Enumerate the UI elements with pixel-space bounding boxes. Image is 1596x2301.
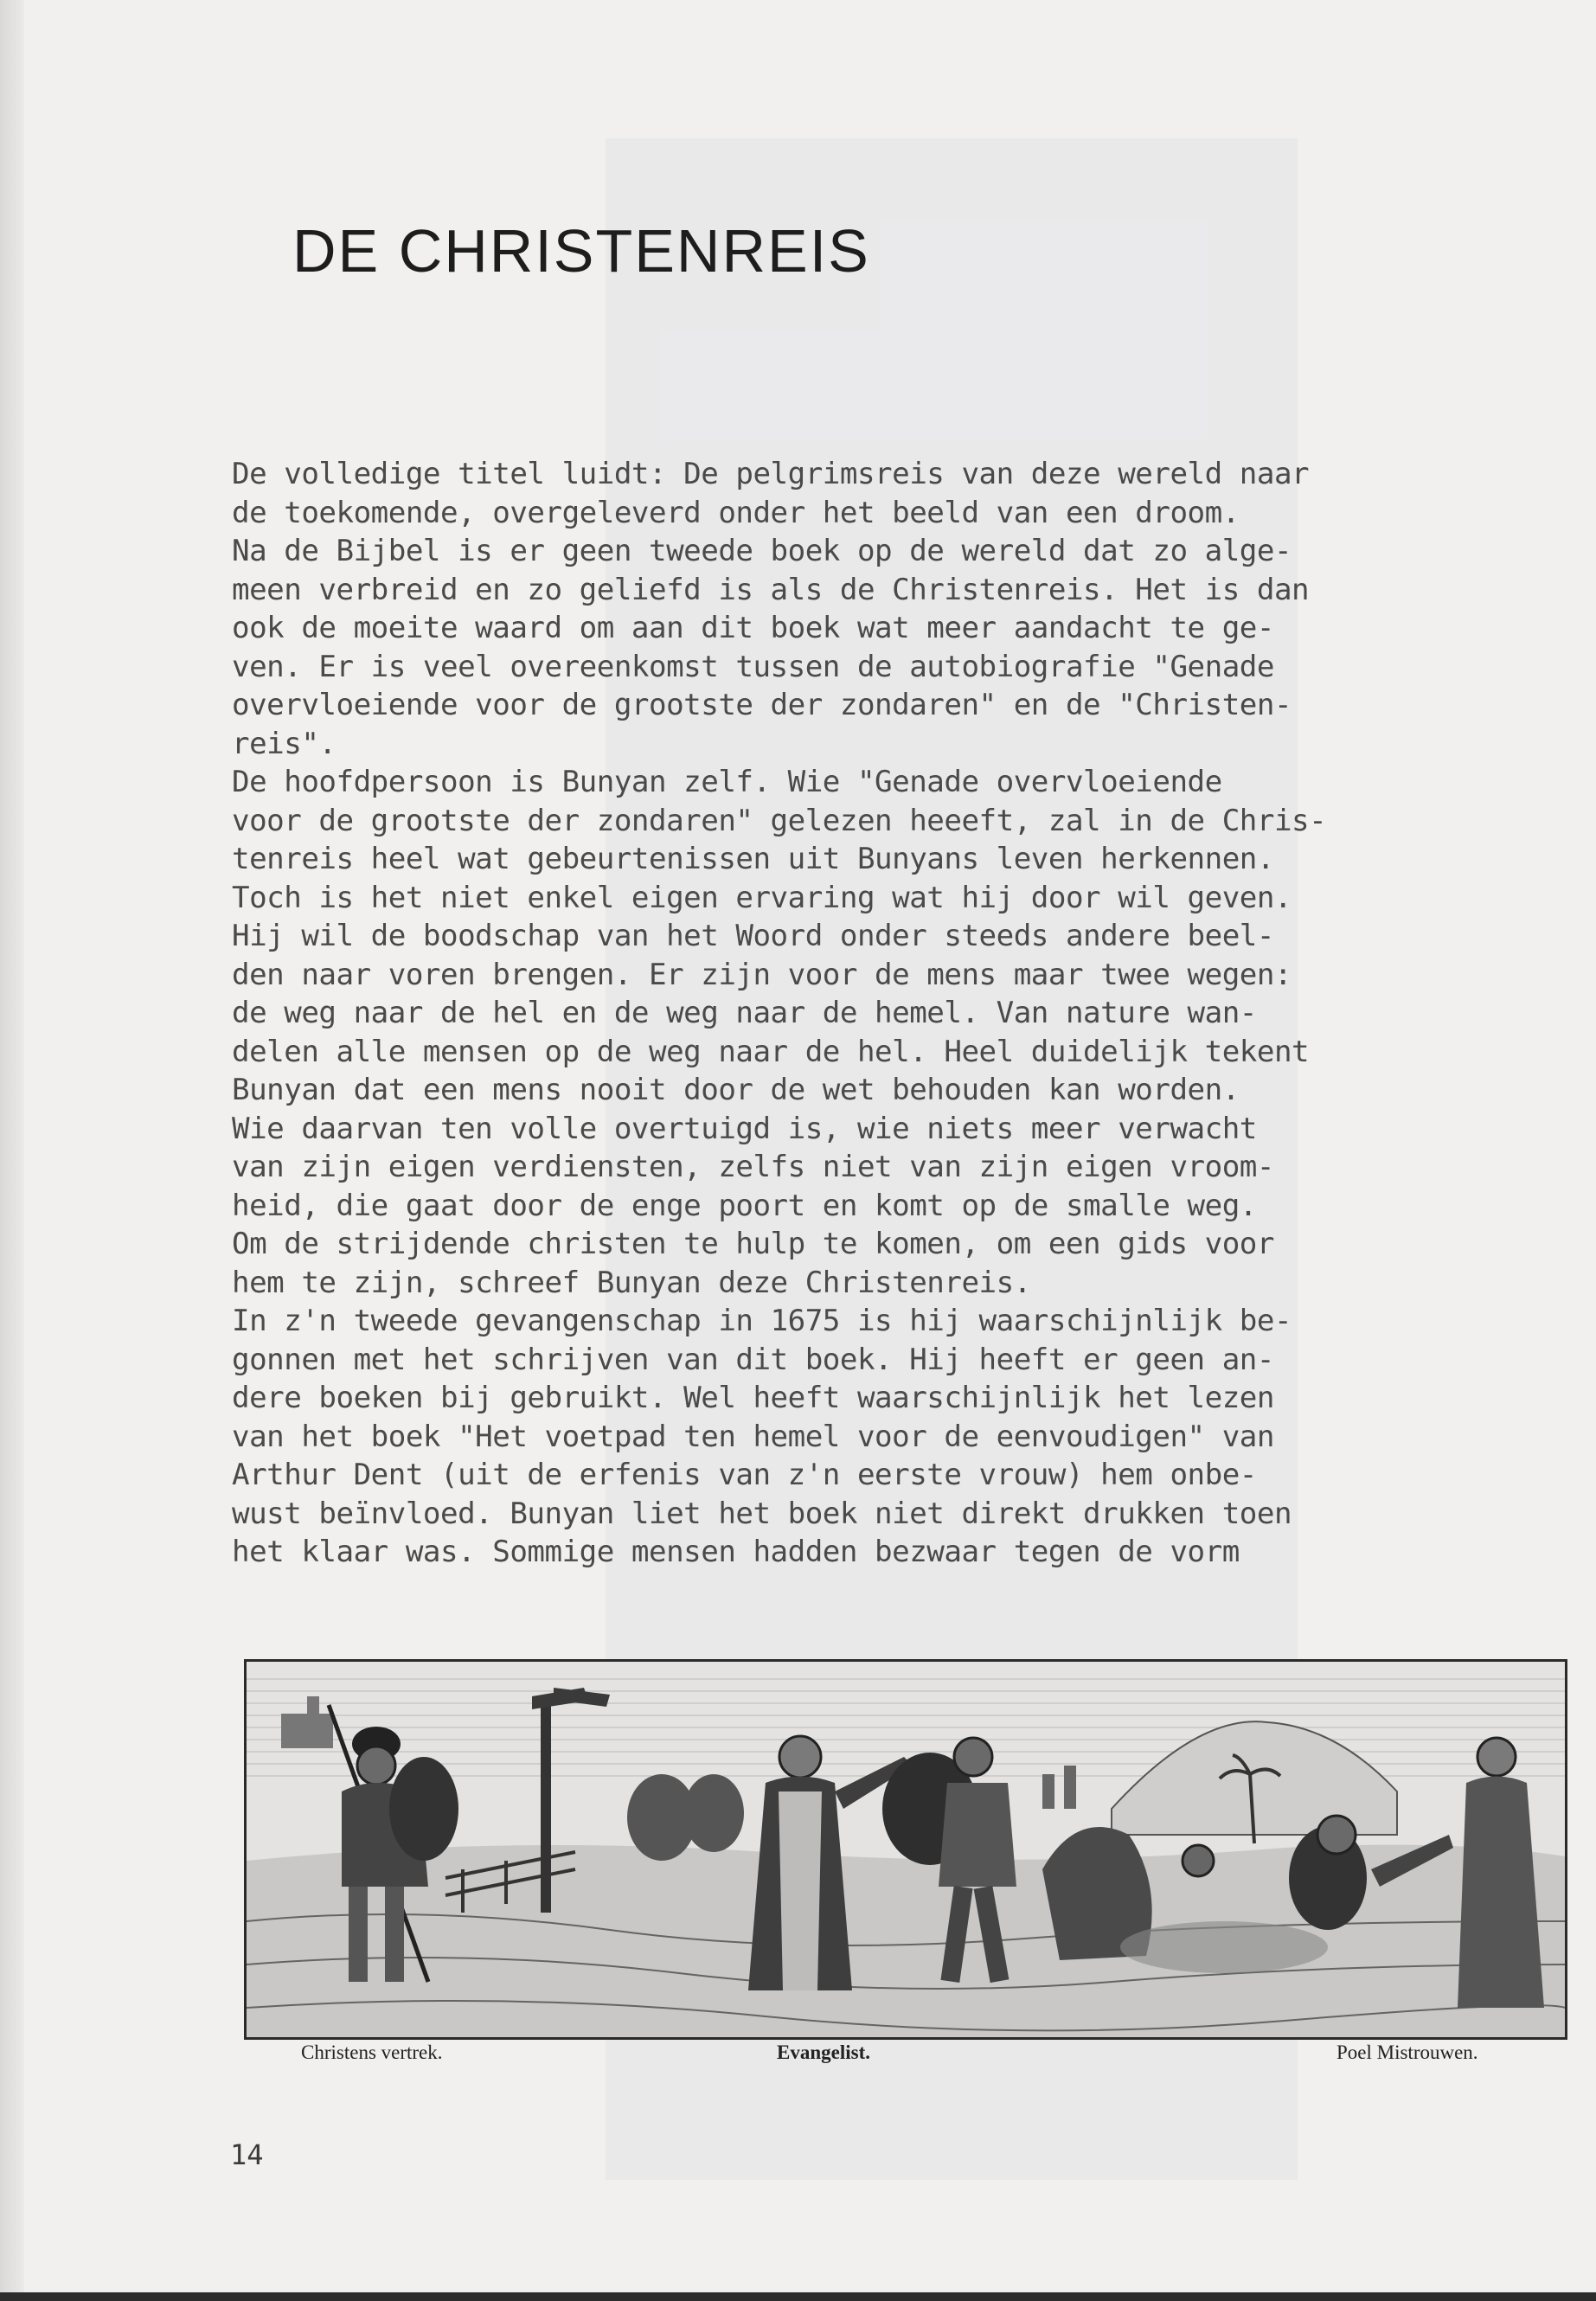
caption-evangelist: Evangelist. (777, 2041, 870, 2063)
body-line: De hoofdpersoon is Bunyan zelf. Wie "Genade overvloeiende (232, 765, 1222, 799)
body-line: den naar voren brengen. Er zijn voor de mens maar twee wegen: (232, 957, 1292, 992)
body-line: Na de Bijbel is er geen tweede boek op de wereld dat zo alge- (232, 534, 1292, 568)
body-line: het klaar was. Sommige mensen hadden bezwaar tegen de vorm (232, 1535, 1240, 1569)
body-line: reis". (232, 726, 337, 761)
caption-poel-mistrouwen: Poel Mistrouwen. (1336, 2041, 1478, 2063)
body-line: ven. Er is veel overeenkomst tussen de autobiografie "Genade (232, 649, 1274, 684)
engraving-illustration (244, 1659, 1567, 2040)
body-line: heid, die gaat door de enge poort en komt op de smalle weg. (232, 1188, 1257, 1223)
body-line: Wie daarvan ten volle overtuigd is, wie niets meer verwacht (232, 1111, 1257, 1146)
body-line: hem te zijn, schreef Bunyan deze Christenreis. (232, 1265, 1031, 1300)
body-line: voor de grootste der zondaren" gelezen heeeft, zal in de Chris- (232, 803, 1327, 838)
body-line: overvloeiende voor de grootste der zondaren" en de "Christen- (232, 688, 1292, 722)
body-line: van zijn eigen verdiensten, zelfs niet van zijn eigen vroom- (232, 1150, 1274, 1184)
body-line: delen alle mensen op de weg naar de hel. Heel duidelijk tekent (232, 1034, 1310, 1069)
body-line: Toch is het niet enkel eigen ervaring wat hij door wil geven. (232, 880, 1292, 915)
body-line: meen verbreid en zo geliefd is als de Christenreis. Het is dan (232, 572, 1310, 607)
body-line: Hij wil de boodschap van het Woord onder steeds andere beel- (232, 919, 1274, 953)
body-line: de toekomende, overgeleverd onder het beeld van een droom. (232, 495, 1240, 530)
body-line: wust beïnvloed. Bunyan liet het boek niet direkt drukken toen (232, 1496, 1292, 1531)
body-line: Om de strijdende christen te hulp te komen, om een gids voor (232, 1227, 1274, 1261)
scan-bottom-edge (0, 2292, 1596, 2301)
body-line: van het boek "Het voetpad ten hemel voor de eenvoudigen" van (232, 1419, 1274, 1454)
body-text (232, 455, 1460, 1572)
caption-christens-vertrek: Christens vertrek. (301, 2041, 443, 2063)
body-line: dere boeken bij gebruikt. Wel heeft waarschijnlijk het lezen (232, 1381, 1274, 1415)
body-line: Bunyan dat een mens nooit door de wet behouden kan worden. (232, 1073, 1240, 1107)
page-number: 14 (230, 2138, 264, 2171)
body-line: de weg naar de hel en de weg naar de hemel. Van nature wan- (232, 996, 1257, 1030)
body-line: In z'n tweede gevangenschap in 1675 is hij waarschijnlijk be- (232, 1304, 1292, 1338)
page-title: DE CHRISTENREIS (292, 217, 870, 285)
engraving-drawing (247, 1662, 1565, 2037)
body-line: De volledige titel luidt: De pelgrimsreis van deze wereld naar (232, 457, 1310, 491)
body-line: ook de moeite waard om aan dit boek wat meer aandacht te ge- (232, 611, 1274, 645)
body-line: gonnen met het schrijven van dit boek. Hij heeft er geen an- (232, 1342, 1274, 1377)
body-line: tenreis heel wat gebeurtenissen uit Bunyans leven herkennen. (232, 842, 1274, 876)
page-gutter-shadow (0, 0, 24, 2294)
body-line: Arthur Dent (uit de erfenis van z'n eerste vrouw) hem onbe- (232, 1458, 1257, 1492)
